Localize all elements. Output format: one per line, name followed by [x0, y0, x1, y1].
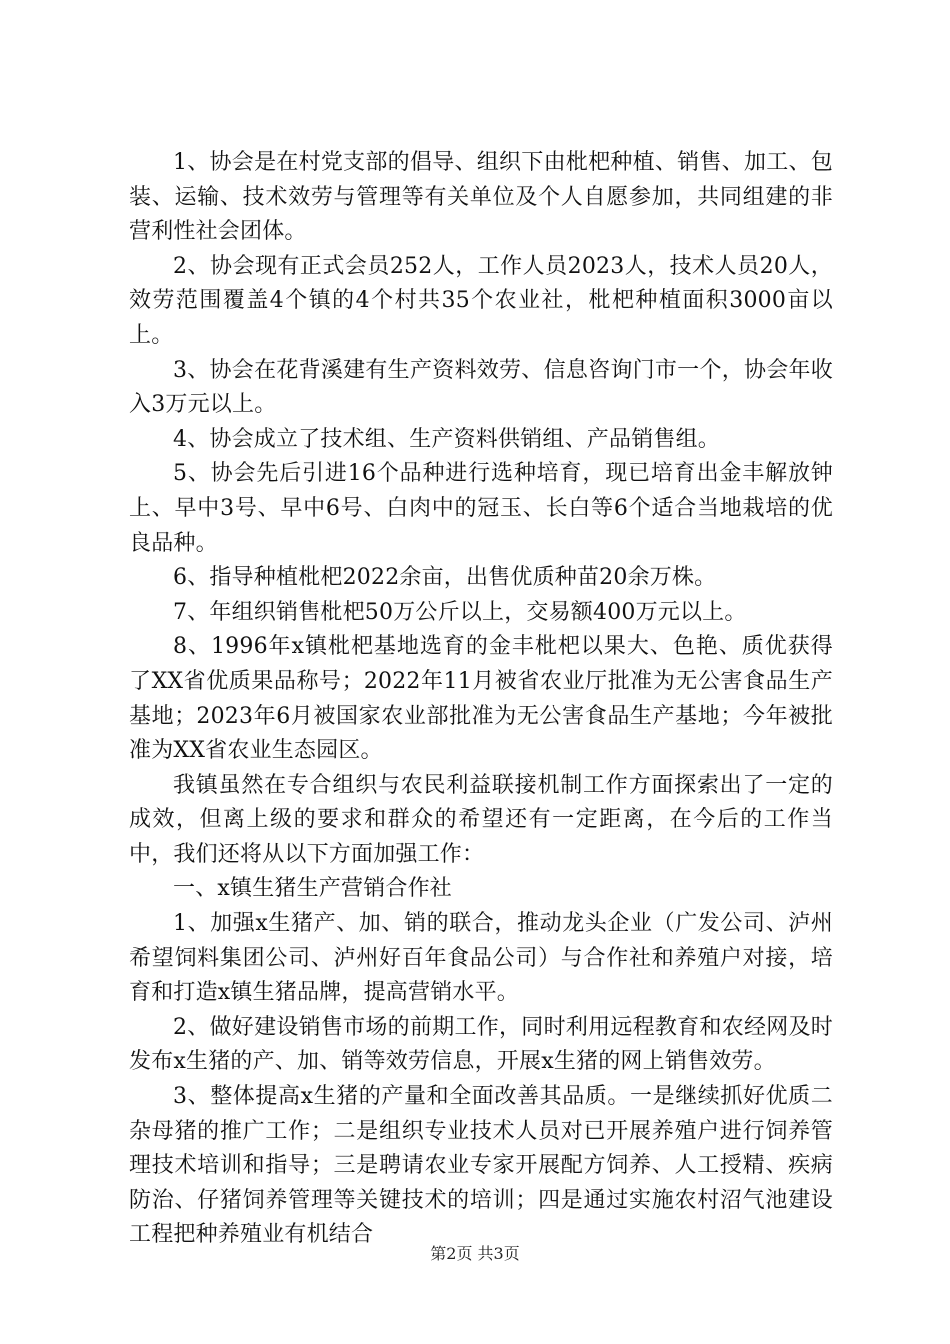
- paragraph-future-work-intro: 我镇虽然在专合组织与农民利益联接机制工作方面探索出了一定的成效，但离上级的要求和群众的希望还有一定距离，在今后的工作当中，我们还将从以下方面加强工作：: [129, 772, 833, 867]
- paragraph-variety-breeding: 5、协会先后引进16个品种进行选种培育，现已培育出金丰解放钟上、早中3号、早中6号、白肉中的冠玉、长白等6个适合当地栽培的优良品种。: [129, 461, 833, 556]
- page-number-footer: 第2页 共3页: [430, 1244, 520, 1263]
- document-body: [129, 146, 833, 1253]
- paragraph-association-members: 2、协会现有正式会员252人，工作人员2023人，技术人员20人，效劳范围覆盖4个镇的4个村共35个农业社，枇杷种植面积3000亩以上。: [129, 253, 833, 348]
- paragraph-pig-quality: 3、整体提高x生猪的产量和全面改善其品质。一是继续抓好优质二杂母猪的推广工作；二是组织专业技术人员对已开展养殖户进行饲养管理技术培训和指导；三是聘请农业专家开展配方饲养、人工授精、疾病防治、仔猪饲养管理等关键技术的培训；四是通过实施农村沼气池建设工程把种养殖业有机结合: [129, 1084, 833, 1248]
- paragraph-pig-alliance: 1、加强x生猪产、加、销的联合，推动龙头企业（广发公司、泸州希望饲料集团公司、泸州好百年食品公司）与合作社和养殖户对接，培育和打造x镇生猪品牌，提高营销水平。: [129, 911, 833, 1006]
- paragraph-pig-market: 2、做好建设销售市场的前期工作，同时利用远程教育和农经网及时发布x生猪的产、加、销等效劳信息，开展x生猪的网上销售效劳。: [129, 1014, 833, 1075]
- paragraph-honors: 8、1996年x镇枇杷基地选育的金丰枇杷以果大、色艳、质优获得了XX省优质果品称号；2022年11月被省农业厅批准为无公害食品生产基地；2023年6月被国家农业部批准为无公害食品生产基地；今年被批准为XX省农业生态园区。: [129, 634, 833, 764]
- paragraph-association-store: 3、协会在花背溪建有生产资料效劳、信息咨询门市一个，协会年收入3万元以上。: [129, 357, 833, 418]
- section-heading-pig-cooperative: 一、x镇生猪生产营销合作社: [173, 876, 453, 902]
- paragraph-annual-sales: 7、年组织销售枇杷50万公斤以上，交易额400万元以上。: [173, 599, 747, 625]
- paragraph-planting-guidance: 6、指导种植枇杷2022余亩，出售优质种苗20余万株。: [173, 565, 717, 591]
- paragraph-association-nature: 1、协会是在村党支部的倡导、组织下由枇杷种植、销售、加工、包装、运输、技术效劳与管理等有关单位及个人自愿参加，共同组建的非营利性社会团体。: [129, 150, 833, 245]
- paragraph-association-groups: 4、协会成立了技术组、生产资料供销组、产品销售组。: [173, 426, 720, 452]
